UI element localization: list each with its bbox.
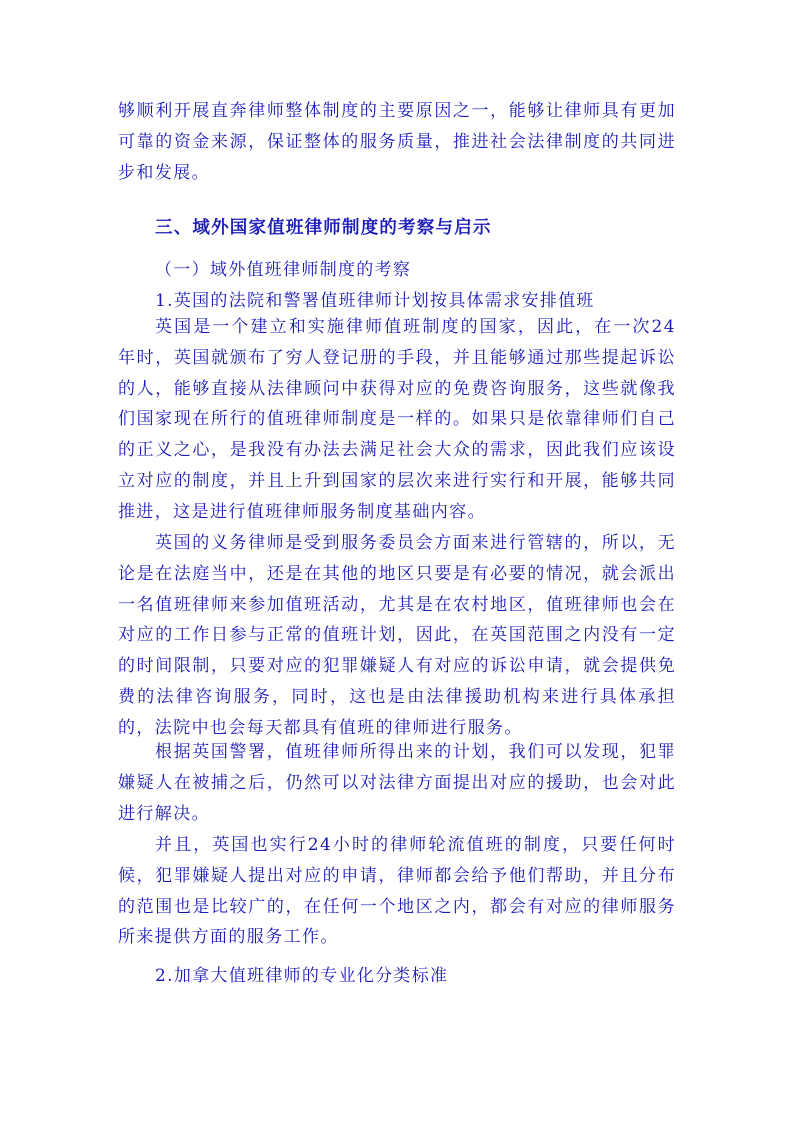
paragraph-continuation: 够顺利开展直奔律师整体制度的主要原因之一，能够让律师具有更加可靠的资金来源，保证整体的服务质量，推进社会法律制度的共同进步和发展。 — [118, 101, 676, 183]
paragraph-uk-police: 根据英国警署，值班律师所得出来的计划，我们可以发现，犯罪嫌疑人在被捕之后，仍然可以对法律方面提出对应的援助，也会对此进行解决。 — [118, 742, 676, 824]
paragraph-uk-24h: 并且，英国也实行24小时的律师轮流值班的制度，只要任何时候，犯罪嫌疑人提出对应的申请，律师都会给予他们帮助，并且分布的范围也是比较广的，在任何一个地区之内，都会有对应的律师服务所来提供方面的服务工作。 — [118, 835, 676, 948]
subsubsection-heading-uk: 1.英国的法院和警署值班律师计划按具体需求安排值班 — [155, 291, 595, 311]
subsubsection-heading-canada: 2.加拿大值班律师的专业化分类标准 — [155, 966, 449, 986]
paragraph-uk-duty-lawyer: 英国的义务律师是受到服务委员会方面来进行管辖的，所以，无论是在法庭当中，还是在其他的地区只要是有必要的情况，就会派出一名值班律师来参加值班活动，尤其是在农村地区，值班律师也会在对应的工作日参与正常的值班计划，因此，在英国范围之内没有一定的时间限制，只要对应的犯罪嫌疑人有对应的诉讼申请，就会提供免费的法律咨询服务，同时，这也是由法律援助机构来进行具体承担的，法院中也会每天都具有值班的律师进行服务。 — [118, 533, 676, 738]
paragraph-uk-history: 英国是一个建立和实施律师值班制度的国家，因此，在一次24年时，英国就颁布了穷人登记册的手段，并且能够通过那些提起诉讼的人，能够直接从法律顾问中获得对应的免费咨询服务，这些就像我们国家现在所行的值班律师制度是一样的。如果只是依靠律师们自己的正义之心，是我没有办法去满足社会大众的需求，因此我们应该设立对应的制度，并且上升到国家的层次来进行实行和开展，能够共同推进，这是进行值班律师服务制度基础内容。 — [118, 317, 676, 522]
section-heading: 三、域外国家值班律师制度的考察与启示 — [155, 218, 492, 238]
subsection-heading: （一）域外值班律师制度的考察 — [155, 260, 412, 280]
